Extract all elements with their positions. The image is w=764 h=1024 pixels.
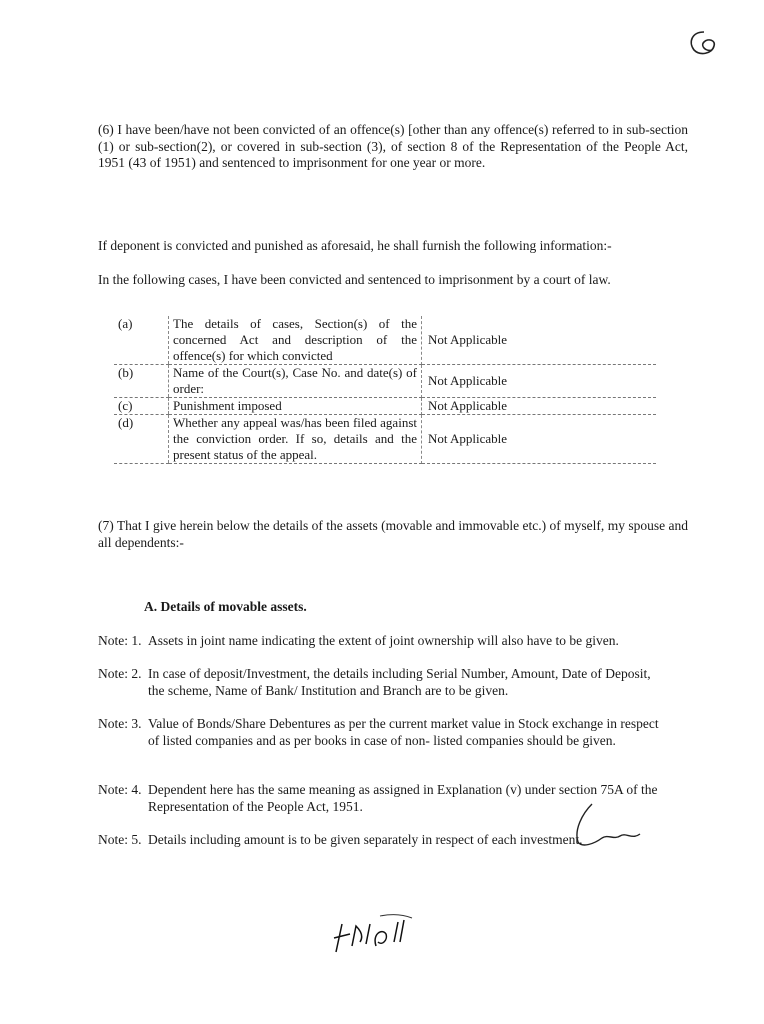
table-row bbox=[114, 415, 656, 464]
note-2 bbox=[98, 666, 678, 699]
row-value: Not Applicable bbox=[422, 316, 657, 365]
row-label: (c) bbox=[114, 398, 169, 415]
note-text: Assets in joint name indicating the extent of joint ownership will also have to be given. bbox=[148, 633, 619, 648]
note-label: Note: 4. bbox=[98, 782, 142, 797]
row-label: (d) bbox=[114, 415, 169, 464]
note-1 bbox=[98, 633, 678, 650]
row-label: (b) bbox=[114, 365, 169, 398]
note-label: Note: 3. bbox=[98, 716, 142, 731]
deponent-instruction: If deponent is convicted and punished as aforesaid, he shall furnish the following information:- bbox=[98, 238, 612, 253]
note-label: Note: 2. bbox=[98, 666, 142, 681]
row-label: (a) bbox=[114, 316, 169, 365]
row-description: Whether any appeal was/has been filed against the conviction order. If so, details and the present status of the appeal. bbox=[169, 415, 422, 464]
signature-scribble bbox=[562, 800, 652, 852]
table-row bbox=[114, 365, 656, 398]
conviction-statement: In the following cases, I have been convicted and sentenced to imprisonment by a court of law. bbox=[98, 272, 611, 287]
handwritten-signature bbox=[330, 912, 430, 962]
conviction-details-table bbox=[114, 316, 656, 464]
row-value: Not Applicable bbox=[422, 365, 657, 398]
row-value: Not Applicable bbox=[422, 415, 657, 464]
note-text: Details including amount is to be given separately in respect of each investment. bbox=[148, 832, 583, 847]
row-description: The details of cases, Section(s) of the concerned Act and description of the offence(s) for which convicted bbox=[169, 316, 422, 365]
paragraph-7: (7) That I give herein below the details of the assets (movable and immovable etc.) of myself, my spouse and all dependents:- bbox=[98, 518, 688, 550]
page-number-mark bbox=[684, 28, 724, 60]
row-description: Name of the Court(s), Case No. and date(s) of order: bbox=[169, 365, 422, 398]
row-value: Not Applicable bbox=[422, 398, 657, 415]
table-row bbox=[114, 398, 656, 415]
note-text: In case of deposit/Investment, the details including Serial Number, Amount, Date of Deposit, the scheme, Name of Bank/ Institution and Branch are to be given. bbox=[148, 666, 651, 698]
section-a-heading: A. Details of movable assets. bbox=[144, 599, 307, 614]
note-text: Dependent here has the same meaning as assigned in Explanation (v) under section 75A of the Representation of the People Act, 1951. bbox=[148, 782, 658, 814]
note-3 bbox=[98, 716, 678, 749]
row-description: Punishment imposed bbox=[169, 398, 422, 415]
note-label: Note: 1. bbox=[98, 633, 142, 648]
table-row bbox=[114, 316, 656, 365]
note-text: Value of Bonds/Share Debentures as per the current market value in Stock exchange in respect of listed companies and as per books in case of non- listed companies should be given. bbox=[148, 716, 659, 748]
note-label: Note: 5. bbox=[98, 832, 142, 847]
paragraph-6: (6) I have been/have not been convicted of an offence(s) [other than any offence(s) referred to in sub-section (1) or sub-section(2), or covered in sub-section (3), of section 8 of the Representation of the People Act, 1951 (43 of 1951) and sentenced to imprisonment for one year or more. bbox=[98, 122, 688, 170]
